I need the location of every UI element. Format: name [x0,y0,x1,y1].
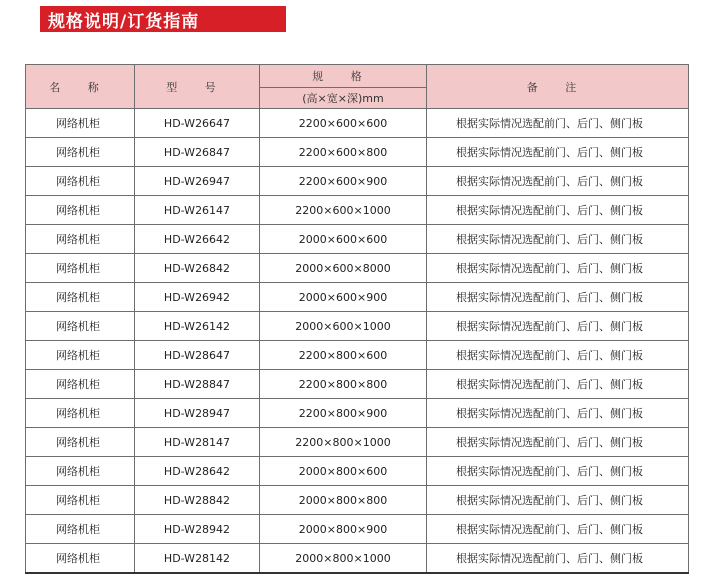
cell-note: 根据实际情况选配前门、后门、侧门板 [427,254,689,283]
table-row [26,457,689,486]
cell-name: 网络机柜 [26,312,135,341]
cell-model: HD-W26842 [135,254,260,283]
header-spec-unit: (高×宽×深)mm [260,88,427,109]
table-row [26,196,689,225]
cell-model: HD-W28842 [135,486,260,515]
cell-name: 网络机柜 [26,457,135,486]
cell-model: HD-W28142 [135,544,260,574]
cell-model: HD-W28147 [135,428,260,457]
table-row [26,399,689,428]
cell-spec: 2200×800×900 [260,399,427,428]
cell-name: 网络机柜 [26,341,135,370]
cell-note: 根据实际情况选配前门、后门、侧门板 [427,312,689,341]
cell-model: HD-W28642 [135,457,260,486]
spec-table [25,64,689,574]
header-spec: 规 格 [260,65,427,88]
cell-note: 根据实际情况选配前门、后门、侧门板 [427,486,689,515]
cell-note: 根据实际情况选配前门、后门、侧门板 [427,515,689,544]
cell-model: HD-W28947 [135,399,260,428]
cell-spec: 2000×800×900 [260,515,427,544]
cell-name: 网络机柜 [26,428,135,457]
cell-model: HD-W26642 [135,225,260,254]
cell-spec: 2200×800×600 [260,341,427,370]
cell-name: 网络机柜 [26,399,135,428]
cell-note: 根据实际情况选配前门、后门、侧门板 [427,544,689,574]
page-title: 规格说明/订货指南 [48,11,200,32]
cell-name: 网络机柜 [26,283,135,312]
cell-name: 网络机柜 [26,109,135,138]
table-row [26,312,689,341]
cell-model: HD-W28647 [135,341,260,370]
cell-model: HD-W26942 [135,283,260,312]
table-row [26,225,689,254]
cell-name: 网络机柜 [26,370,135,399]
cell-spec: 2200×600×900 [260,167,427,196]
cell-name: 网络机柜 [26,486,135,515]
table-body [26,109,689,574]
cell-name: 网络机柜 [26,515,135,544]
table-row [26,254,689,283]
cell-spec: 2000×600×1000 [260,312,427,341]
cell-note: 根据实际情况选配前门、后门、侧门板 [427,428,689,457]
cell-note: 根据实际情况选配前门、后门、侧门板 [427,399,689,428]
table-row [26,486,689,515]
cell-spec: 2000×800×800 [260,486,427,515]
header-name: 名 称 [26,65,135,109]
cell-model: HD-W28847 [135,370,260,399]
cell-note: 根据实际情况选配前门、后门、侧门板 [427,109,689,138]
table-row [26,428,689,457]
cell-name: 网络机柜 [26,167,135,196]
table-row [26,341,689,370]
cell-model: HD-W26147 [135,196,260,225]
cell-note: 根据实际情况选配前门、后门、侧门板 [427,457,689,486]
cell-model: HD-W26947 [135,167,260,196]
cell-spec: 2200×600×600 [260,109,427,138]
table-row [26,138,689,167]
cell-name: 网络机柜 [26,254,135,283]
cell-model: HD-W26847 [135,138,260,167]
table-row [26,283,689,312]
cell-note: 根据实际情况选配前门、后门、侧门板 [427,225,689,254]
cell-name: 网络机柜 [26,138,135,167]
cell-spec: 2200×800×800 [260,370,427,399]
cell-name: 网络机柜 [26,225,135,254]
table-row [26,515,689,544]
cell-name: 网络机柜 [26,544,135,574]
cell-spec: 2200×800×1000 [260,428,427,457]
table-row [26,167,689,196]
cell-spec: 2000×800×1000 [260,544,427,574]
table-row [26,544,689,574]
header-model: 型 号 [135,65,260,109]
cell-model: HD-W26142 [135,312,260,341]
cell-note: 根据实际情况选配前门、后门、侧门板 [427,167,689,196]
cell-model: HD-W28942 [135,515,260,544]
page-title-banner [40,6,286,32]
cell-spec: 2000×800×600 [260,457,427,486]
cell-spec: 2200×600×1000 [260,196,427,225]
cell-note: 根据实际情况选配前门、后门、侧门板 [427,370,689,399]
cell-spec: 2000×600×600 [260,225,427,254]
cell-spec: 2200×600×800 [260,138,427,167]
cell-spec: 2000×600×900 [260,283,427,312]
table-header [26,65,689,109]
header-note: 备 注 [427,65,689,109]
cell-model: HD-W26647 [135,109,260,138]
cell-note: 根据实际情况选配前门、后门、侧门板 [427,341,689,370]
cell-spec: 2000×600×8000 [260,254,427,283]
header-row [26,65,689,88]
table-row [26,109,689,138]
cell-note: 根据实际情况选配前门、后门、侧门板 [427,283,689,312]
cell-name: 网络机柜 [26,196,135,225]
table-row [26,370,689,399]
cell-note: 根据实际情况选配前门、后门、侧门板 [427,196,689,225]
cell-note: 根据实际情况选配前门、后门、侧门板 [427,138,689,167]
